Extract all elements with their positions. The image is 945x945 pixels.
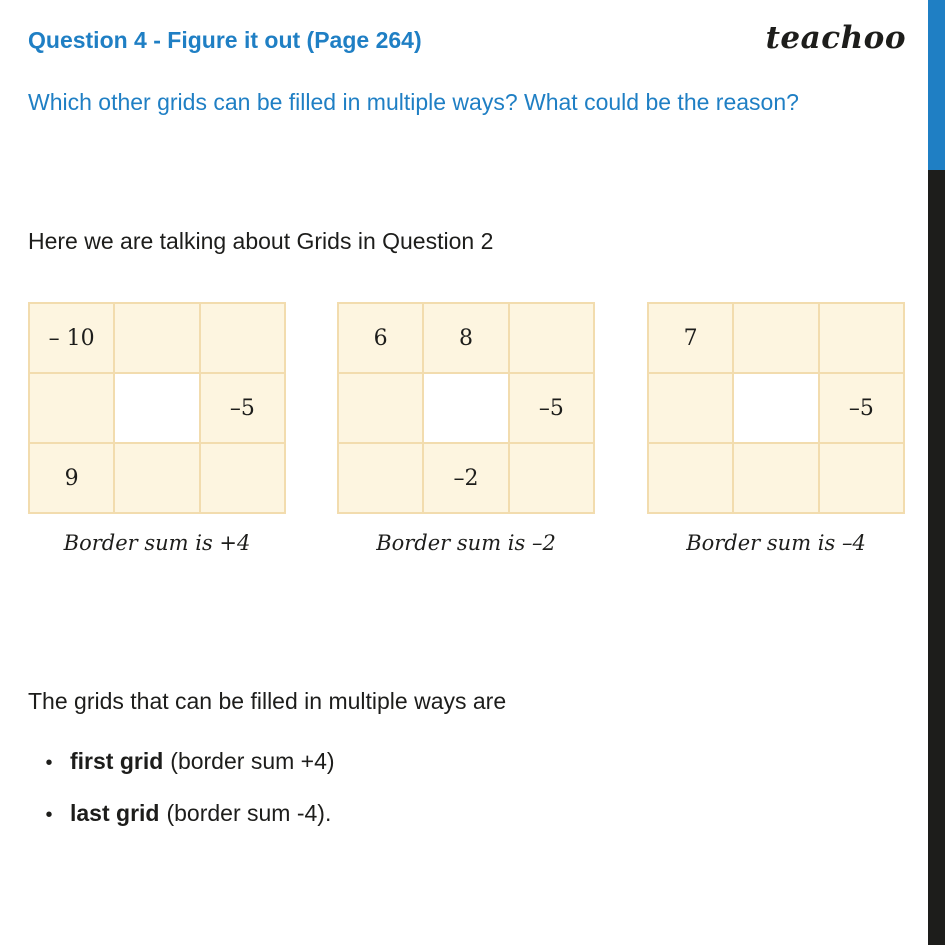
grid-cell [648,373,733,443]
grid-cell [819,303,904,373]
grid-block-3 [647,302,905,555]
question-subtext: Here we are talking about Grids in Question 2 [28,228,494,254]
grids-container [28,302,908,562]
grid-cell [509,443,594,513]
grid-caption: Border sum is +4 [63,531,251,555]
grid-cell: 6 [338,303,423,373]
grid-cell [29,373,114,443]
list-item [28,800,828,827]
grid-cell [819,443,904,513]
question-text: Which other grids can be filled in multiple ways? What could be the reason? [28,89,799,115]
bullet-rest-text: (border sum -4). [166,800,332,826]
grid-cell [200,303,285,373]
grid-caption: Border sum is –4 [686,531,866,555]
grid-cell [114,443,199,513]
grid-cell [733,443,818,513]
bullet-rest-text: (border sum +4) [170,748,335,774]
grid-cell-center [114,373,199,443]
grid-cell: 7 [648,303,733,373]
grid-cell [338,443,423,513]
grid-cell: –5 [200,373,285,443]
list-item [28,748,828,775]
bullet-dot-icon: • [45,752,53,774]
teachoo-logo: teachoo [765,20,906,56]
grid-cell [648,443,733,513]
number-grid-1 [28,302,286,514]
grid-cell: 9 [29,443,114,513]
grid-cell-center [423,373,508,443]
grid-cell [114,303,199,373]
bullet-dot-icon: • [45,804,53,826]
page-title: Question 4 - Figure it out (Page 264) [28,27,422,53]
grid-cell [338,373,423,443]
answer-lead-text: The grids that can be filled in multiple ways are [28,688,507,714]
right-edge-dark-bar [928,170,945,945]
grid-cell: – 10 [29,303,114,373]
grid-block-2 [337,302,595,555]
number-grid-2 [337,302,595,514]
right-edge-blue-bar [928,0,945,170]
answer-bullet-list [28,748,828,852]
grid-cell: –5 [819,373,904,443]
grid-cell: 8 [423,303,508,373]
number-grid-3 [647,302,905,514]
grid-cell [509,303,594,373]
grid-block-1 [28,302,286,555]
grid-cell-center [733,373,818,443]
bullet-strong-text: first grid [70,748,164,774]
grid-cell: –5 [509,373,594,443]
grid-cell [733,303,818,373]
grid-cell [200,443,285,513]
grid-cell: –2 [423,443,508,513]
bullet-strong-text: last grid [70,800,160,826]
grid-caption: Border sum is –2 [376,531,556,555]
